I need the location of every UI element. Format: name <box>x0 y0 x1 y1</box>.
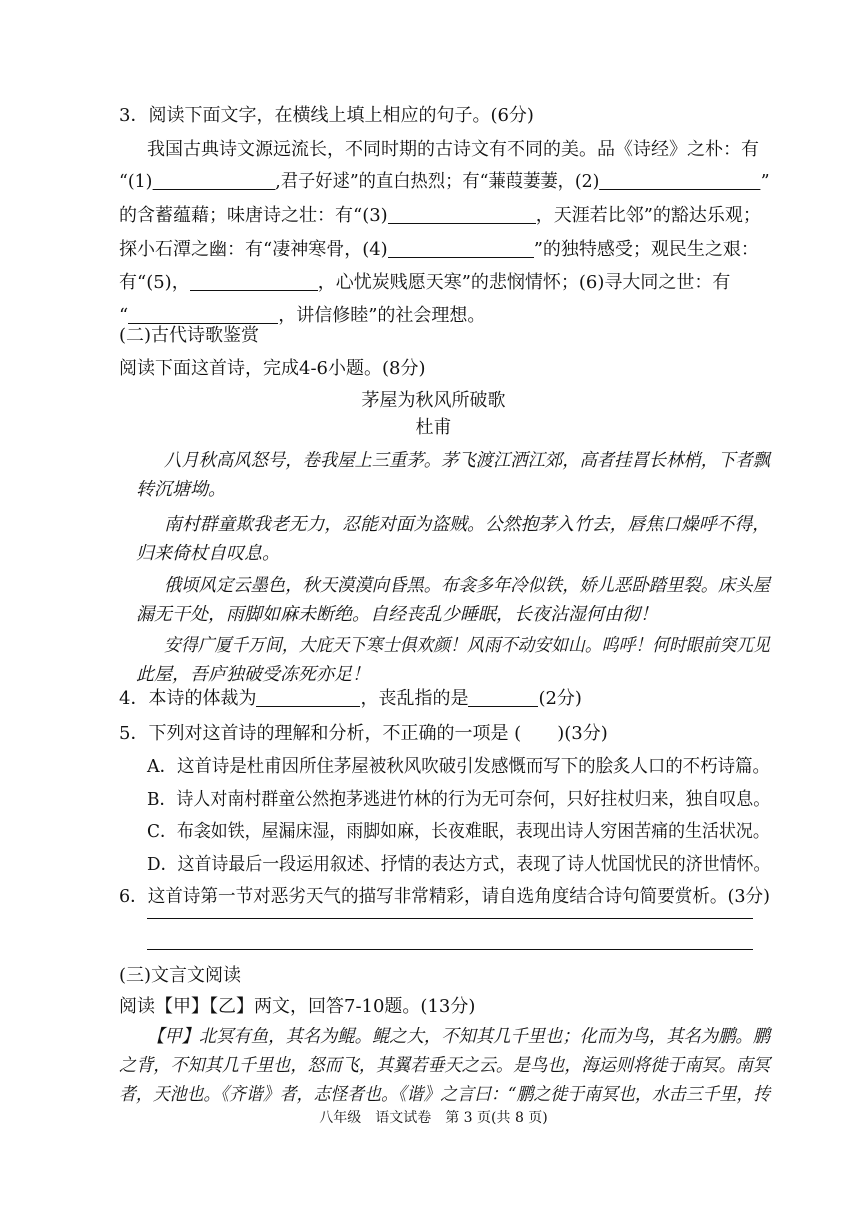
q6-answer-line-2[interactable] <box>147 949 753 950</box>
page-footer: 八年级 语文试卷 第 3 页(共 8 页) <box>319 1110 548 1126</box>
q3-text: “ <box>119 305 129 326</box>
poem-stanza-3-line-2: 漏无干处，雨脚如麻未断绝。自经丧乱少睡眠，长夜沾湿何由彻！ <box>136 604 658 625</box>
q3-text: 的含蓄蕴藉；味唐诗之壮：有“(3) <box>119 205 388 226</box>
q6-stem: 6．这首诗第一节对恶劣天气的描写非常精彩，请自选角度结合诗句简要赏析。(3分) <box>119 886 770 907</box>
q3-text: ” <box>760 171 770 192</box>
q3-text: ，心忧炭贱愿天寒”的悲悯情怀；(6)寻大同之世：有 <box>317 272 731 293</box>
poem-stanza-4-line-1: 安得广厦千万间，大庇天下寒士俱欢颜！风雨不动安如山。呜呼！何时眼前突兀见 <box>164 635 770 656</box>
section-3-instruction: 阅读【甲】【乙】两文，回答7-10题。(13分) <box>119 996 476 1017</box>
q3-line-2 <box>119 170 770 194</box>
poem-stanza-1-line-1: 八月秋高风怒号，卷我屋上三重茅。茅飞渡江洒江郊，高者挂罥长林梢，下者飘 <box>164 450 770 471</box>
fill-blank-sangluan[interactable] <box>468 688 538 707</box>
q3-text: 探小石潭之幽：有“凄神寒骨，(4) <box>119 239 388 260</box>
q3-text: ”的独特感受；观民生之艰： <box>533 239 759 260</box>
fill-blank-6[interactable] <box>128 305 278 324</box>
fill-blank-genre[interactable] <box>256 688 360 707</box>
q3-line-5 <box>119 271 730 295</box>
poem-title: 茅屋为秋风所破歌 <box>361 390 506 411</box>
q3-text: 有“(5)， <box>119 272 190 293</box>
section-3-header: (三)文言文阅读 <box>119 965 242 986</box>
classical-text-line-2: 之背，不知其几千里也，怒而飞，其翼若垂天之云。是鸟也，海运则将徙于南冥。南冥 <box>119 1055 770 1076</box>
fill-blank-5[interactable] <box>190 272 318 291</box>
q3-text: “(1) <box>119 171 153 192</box>
q3-text: ，天涯若比邻”的豁达乐观； <box>535 205 761 226</box>
q5-stem: 5．下列对这首诗的理解和分析，不正确的一项是 ( )(3分) <box>119 723 608 744</box>
poem-stanza-3-line-1: 俄顷风定云墨色，秋天漠漠向昏黑。布衾多年冷似铁，娇儿恶卧踏里裂。床头屋 <box>164 575 770 596</box>
q5-option-d[interactable]: D．这首诗最后一段运用叙述、抒情的表达方式，表现了诗人忧国忧民的济世情怀。 <box>147 854 771 875</box>
section-2-instruction: 阅读下面这首诗，完成4-6小题。(8分) <box>119 358 426 379</box>
classical-text-line-3: 者，天池也。《齐谐》者，志怪者也。《谐》之言曰：“鹏之徙于南冥也，水击三千里，抟 <box>119 1084 771 1105</box>
section-2-header: (二)古代诗歌鉴赏 <box>119 325 260 346</box>
fill-blank-2[interactable] <box>599 171 760 190</box>
q3-line-4 <box>119 238 759 262</box>
classical-text-line-1: 【甲】北冥有鱼，其名为鲲。鲲之大，不知其几千里也；化而为鸟，其名为鹏。鹏 <box>147 1026 770 1047</box>
q5-option-c[interactable]: C．布衾如铁，屋漏床湿，雨脚如麻，长夜难眠，表现出诗人穷困苦痛的生活状况。 <box>147 821 770 842</box>
q3-line-1: 我国古典诗文源远流长，不同时期的古诗文有不同的美。品《诗经》之朴：有 <box>147 139 759 160</box>
q3-title: 3．阅读下面文字，在横线上填上相应的句子。(6分) <box>119 105 534 126</box>
fill-blank-4[interactable] <box>388 239 534 258</box>
poem-stanza-2-line-2: 归来倚杖自叹息。 <box>136 543 280 564</box>
q3-text: ，讲信修睦”的社会理想。 <box>278 305 486 326</box>
q3-text: ,君子好逑”的直白热烈；有“蒹葭萋萋，(2) <box>275 171 600 192</box>
q4-text: ，丧乱指的是 <box>360 688 469 709</box>
q4-text: (2分) <box>538 688 582 709</box>
fill-blank-3[interactable] <box>388 205 536 224</box>
fill-blank-1[interactable] <box>152 171 275 190</box>
q5-option-a[interactable]: A．这首诗是杜甫因所住茅屋被秋风吹破引发感慨而写下的脍炙人口的不朽诗篇。 <box>147 756 770 777</box>
poem-stanza-4-line-2: 此屋，吾庐独破受冻死亦足！ <box>136 664 370 685</box>
q6-answer-line-1[interactable] <box>147 918 753 919</box>
q4 <box>119 687 582 711</box>
q3-line-3 <box>119 204 761 228</box>
q4-text: 4．本诗的体裁为 <box>119 688 257 709</box>
poem-stanza-1-line-2: 转沉塘坳。 <box>136 479 226 500</box>
poem-author: 杜甫 <box>415 417 452 438</box>
poem-stanza-2-line-1: 南村群童欺我老无力，忍能对面为盗贼。公然抱茅入竹去，唇焦口燥呼不得， <box>164 514 770 535</box>
q5-option-b[interactable]: B．诗人对南村群童公然抱茅逃进竹林的行为无可奈何，只好拄杖归来，独自叹息。 <box>147 789 771 810</box>
